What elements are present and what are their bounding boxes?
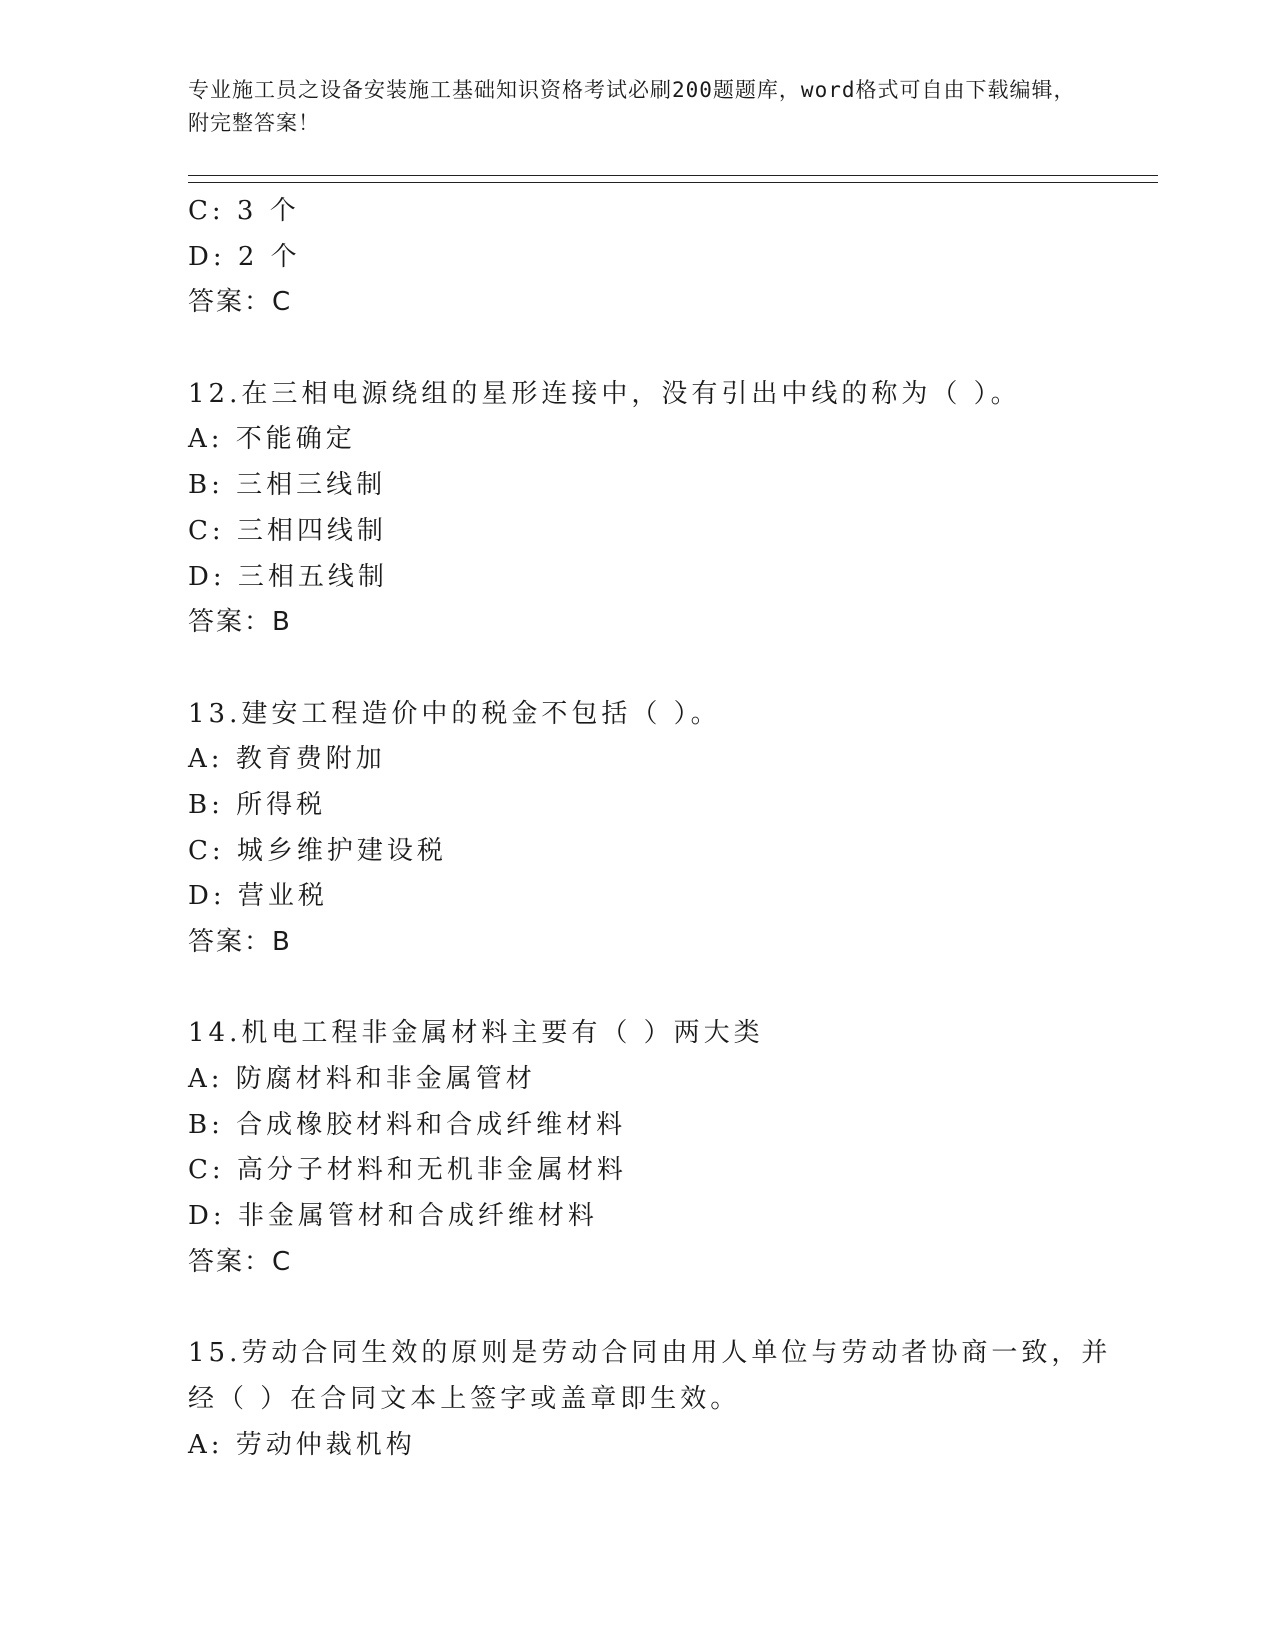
question-stem-12: 12.在三相电源绕组的星形连接中，没有引出中线的称为（ ）。: [188, 378, 1021, 409]
question-stem-15-line1: 15.劳动合同生效的原则是劳动合同由用人单位与劳动者协商一致，并: [188, 1338, 1112, 1369]
answer-line: 答案：C: [188, 1246, 293, 1277]
answer-line: 答案：B: [188, 927, 292, 957]
option-a: A: 劳动仲裁机构: [188, 1429, 416, 1460]
option-d: D: 2 个: [188, 241, 301, 272]
option-b: B: 合成橡胶材料和合成纤维材料: [188, 1109, 627, 1140]
option-c: C: 3 个: [188, 196, 300, 226]
option-b: B: 所得税: [188, 789, 327, 820]
option-d: D: 三相五线制: [188, 561, 388, 592]
option-c: C: 三相四线制: [188, 515, 387, 546]
answer-line: 答案：B: [188, 607, 292, 638]
question-stem-13: 13.建安工程造价中的税金不包括（ ）。: [188, 698, 721, 729]
question-stem-15-line2: 经（ ）在合同文本上签字或盖章即生效。: [188, 1383, 741, 1414]
option-a: A: 防腐材料和非金属管材: [188, 1064, 536, 1095]
answer-line: 答案：C: [188, 287, 293, 318]
option-d: D: 非金属管材和合成纤维材料: [188, 1201, 598, 1232]
option-d: D: 营业税: [188, 881, 328, 912]
header-rule-bottom: [188, 182, 1158, 183]
header-rule-top: [188, 175, 1158, 176]
option-a: A: 教育费附加: [188, 744, 386, 775]
option-b: B: 三相三线制: [188, 470, 387, 501]
question-list: [188, 189, 1118, 1468]
document-header: 专业施工员之设备安装施工基础知识资格考试必刷200题题库，word格式可自由下载编辑，附完整答案！: [188, 78, 1076, 135]
option-a: A: 不能确定: [188, 424, 356, 455]
question-stem-14: 14.机电工程非金属材料主要有（ ）两大类: [188, 1018, 764, 1049]
option-c: C: 城乡维护建设税: [188, 835, 447, 866]
option-c: C: 高分子材料和无机非金属材料: [188, 1155, 627, 1186]
